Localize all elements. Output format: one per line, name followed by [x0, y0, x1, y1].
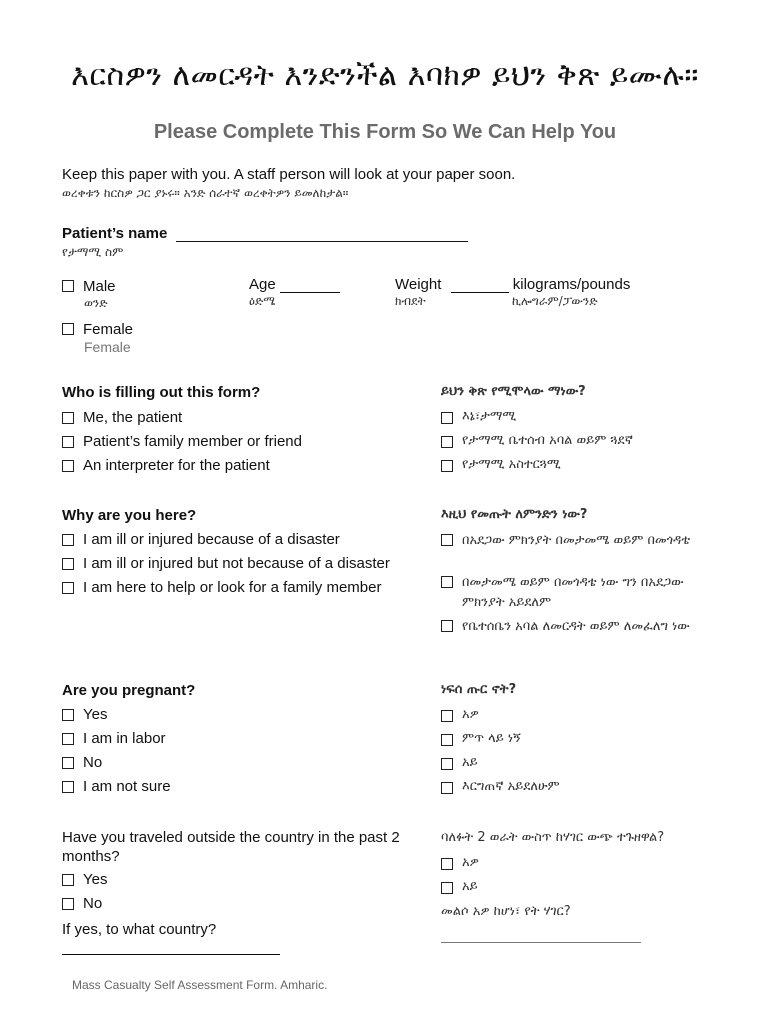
why-option-not-disaster[interactable] [62, 555, 390, 572]
pregnant-option-label: I am in labor [83, 730, 166, 747]
female-checkbox[interactable] [62, 321, 133, 338]
weight-label: Weight [395, 276, 442, 293]
travel-option-yes[interactable] [62, 871, 107, 888]
travel-option-label-amharic: አዎ [462, 855, 479, 870]
weight-field[interactable] [395, 276, 630, 293]
intro-english: Keep this paper with you. A staff person will look at your paper soon. [62, 166, 516, 183]
weight-label-amharic: ክብደት [395, 294, 426, 308]
pregnant-box-am-2[interactable] [441, 734, 453, 746]
travel-box-2[interactable] [62, 898, 74, 910]
who-option-label: Patient’s family member or friend [83, 433, 302, 450]
why-question: Why are you here? [62, 507, 197, 524]
who-option-label: An interpreter for the patient [83, 457, 270, 474]
who-option-label: Me, the patient [83, 409, 183, 426]
pregnant-box-2[interactable] [62, 733, 74, 745]
travel-followup-amharic: መልሶ አዎ ከሆነ፣ የት ሃገር? [441, 904, 571, 919]
why-option-disaster-amharic[interactable] [441, 531, 691, 551]
pregnant-box-4[interactable] [62, 781, 74, 793]
pregnant-option-label-amharic: አይ [462, 755, 478, 770]
why-option-not-disaster-amharic[interactable] [441, 573, 691, 613]
intro-amharic: ወረቀቱን ከርስዎ ጋር ያኑሩ። አንድ ሰራተኛ ወረቀትዎን ይመለከታል። [62, 186, 349, 200]
pregnant-option-not-sure[interactable] [62, 778, 171, 795]
why-option-label: I am here to help or look for a family member [83, 579, 382, 596]
travel-box-1[interactable] [62, 874, 74, 886]
who-option-label-amharic: የታማሚ አስተርጓሚ [462, 457, 561, 472]
why-box-am-1[interactable] [441, 534, 453, 546]
why-box-3[interactable] [62, 582, 74, 594]
male-label: Male [83, 278, 116, 295]
why-option-disaster[interactable] [62, 531, 340, 548]
who-box-3[interactable] [62, 460, 74, 472]
age-label-amharic: ዕድሜ [249, 294, 276, 308]
travel-followup: If yes, to what country? [62, 921, 217, 938]
who-question-amharic: ይህን ቅጽ የሚሞላው ማነው? [441, 384, 586, 399]
who-box-1[interactable] [62, 412, 74, 424]
pregnant-box-am-1[interactable] [441, 710, 453, 722]
travel-country-line[interactable] [62, 942, 280, 955]
why-option-family-amharic[interactable] [441, 617, 691, 637]
pregnant-question-amharic: ነፍሰ ጡር ኖት? [441, 682, 517, 697]
who-box-2[interactable] [62, 436, 74, 448]
age-field[interactable] [249, 276, 340, 293]
male-checkbox[interactable] [62, 278, 116, 295]
why-box-2[interactable] [62, 558, 74, 570]
who-option-patient[interactable] [62, 409, 182, 426]
female-label-secondary: Female [84, 339, 131, 355]
units-label-amharic: ኪሎግራም/ፓውንድ [512, 294, 598, 308]
who-option-label-amharic: እኔ፣ታማሚ [462, 409, 517, 424]
why-question-amharic: እዚህ የመጡት ለምንድን ነው? [441, 507, 588, 522]
title-amharic: እርስዎን ለመርዳት እንድንችል እባክዎ ይህን ቅጽ ይሙሉ። [71, 58, 699, 93]
travel-option-label: Yes [83, 871, 108, 888]
pregnant-box-3[interactable] [62, 757, 74, 769]
female-label: Female [83, 321, 134, 338]
who-option-interpreter-amharic[interactable] [441, 457, 561, 472]
pregnant-option-label: I am not sure [83, 778, 171, 795]
travel-option-label: No [83, 895, 103, 912]
who-option-patient-amharic[interactable] [441, 409, 516, 424]
pregnant-option-no-amharic[interactable] [441, 755, 478, 770]
why-option-label-amharic: የቤተሰቤን አባል ለመርዳት ወይም ለመፈለግ ነው [462, 619, 690, 634]
who-option-family[interactable] [62, 433, 302, 450]
pregnant-option-no[interactable] [62, 754, 102, 771]
pregnant-option-yes[interactable] [62, 706, 107, 723]
why-box-am-2[interactable] [441, 576, 453, 588]
pregnant-box-1[interactable] [62, 709, 74, 721]
who-option-interpreter[interactable] [62, 457, 270, 474]
travel-option-label-amharic: አይ [462, 879, 478, 894]
pregnant-option-label: Yes [83, 706, 108, 723]
travel-question-amharic: ባለፉት 2 ወራት ውስጥ ከሃገር ውጭ ተጉዘዋል? [441, 830, 665, 845]
pregnant-question: Are you pregnant? [62, 682, 196, 699]
who-option-label-amharic: የታማሚ ቤተሰብ አባል ወይም ጓደኛ [462, 433, 633, 448]
age-line[interactable] [280, 278, 340, 293]
pregnant-option-label-amharic: ምጥ ላይ ነኝ [462, 731, 521, 746]
travel-country-line-amharic[interactable] [441, 930, 641, 943]
patient-name-label-amharic: የታማሚ ስም [62, 245, 124, 259]
travel-box-am-2[interactable] [441, 882, 453, 894]
patient-name-field[interactable] [62, 225, 468, 242]
patient-name-label: Patient’s name [62, 225, 168, 242]
pregnant-option-label-amharic: አዎ [462, 707, 479, 722]
who-box-am-1[interactable] [441, 412, 453, 424]
weight-line[interactable] [451, 278, 509, 293]
who-question: Who is filling out this form? [62, 384, 261, 401]
units-label: kilograms/pounds [512, 276, 631, 293]
pregnant-option-labor[interactable] [62, 730, 166, 747]
pregnant-option-yes-amharic[interactable] [441, 707, 479, 722]
patient-name-line[interactable] [176, 227, 468, 242]
male-label-amharic: ወንድ [84, 296, 108, 310]
who-option-family-amharic[interactable] [441, 433, 633, 448]
pregnant-option-label: No [83, 754, 103, 771]
pregnant-option-labor-amharic[interactable] [441, 731, 521, 746]
who-box-am-3[interactable] [441, 460, 453, 472]
female-box[interactable] [62, 323, 74, 335]
why-option-label: I am ill or injured because of a disaster [83, 531, 340, 548]
travel-option-no[interactable] [62, 895, 102, 912]
who-box-am-2[interactable] [441, 436, 453, 448]
travel-option-no-amharic[interactable] [441, 879, 478, 894]
why-option-label: I am ill or injured but not because of a disaster [83, 555, 390, 572]
footer-text: Mass Casualty Self Assessment Form. Amharic. [72, 978, 328, 992]
pregnant-box-am-4[interactable] [441, 782, 453, 794]
travel-option-yes-amharic[interactable] [441, 855, 479, 870]
male-box[interactable] [62, 280, 74, 292]
why-option-label-amharic: በአደጋው ምክንያት በመታመሜ ወይም በመጎዳቴ [462, 533, 691, 548]
why-option-family[interactable] [62, 579, 381, 596]
pregnant-option-label-amharic: እርግጠኛ አይደለሁም [462, 779, 560, 794]
why-box-1[interactable] [62, 534, 74, 546]
pregnant-option-not-sure-amharic[interactable] [441, 779, 560, 794]
age-label: Age [249, 276, 276, 293]
travel-box-am-1[interactable] [441, 858, 453, 870]
travel-question: Have you traveled outside the country in the past 2 months? [62, 829, 400, 865]
title-english: Please Complete This Form So We Can Help You [153, 121, 617, 143]
why-option-label-amharic: በመታመሜ ወይም በመጎዳቴ ነው ግን በአደጋው ምክንያት አይደለም [462, 575, 684, 610]
pregnant-box-am-3[interactable] [441, 758, 453, 770]
why-box-am-3[interactable] [441, 620, 453, 632]
